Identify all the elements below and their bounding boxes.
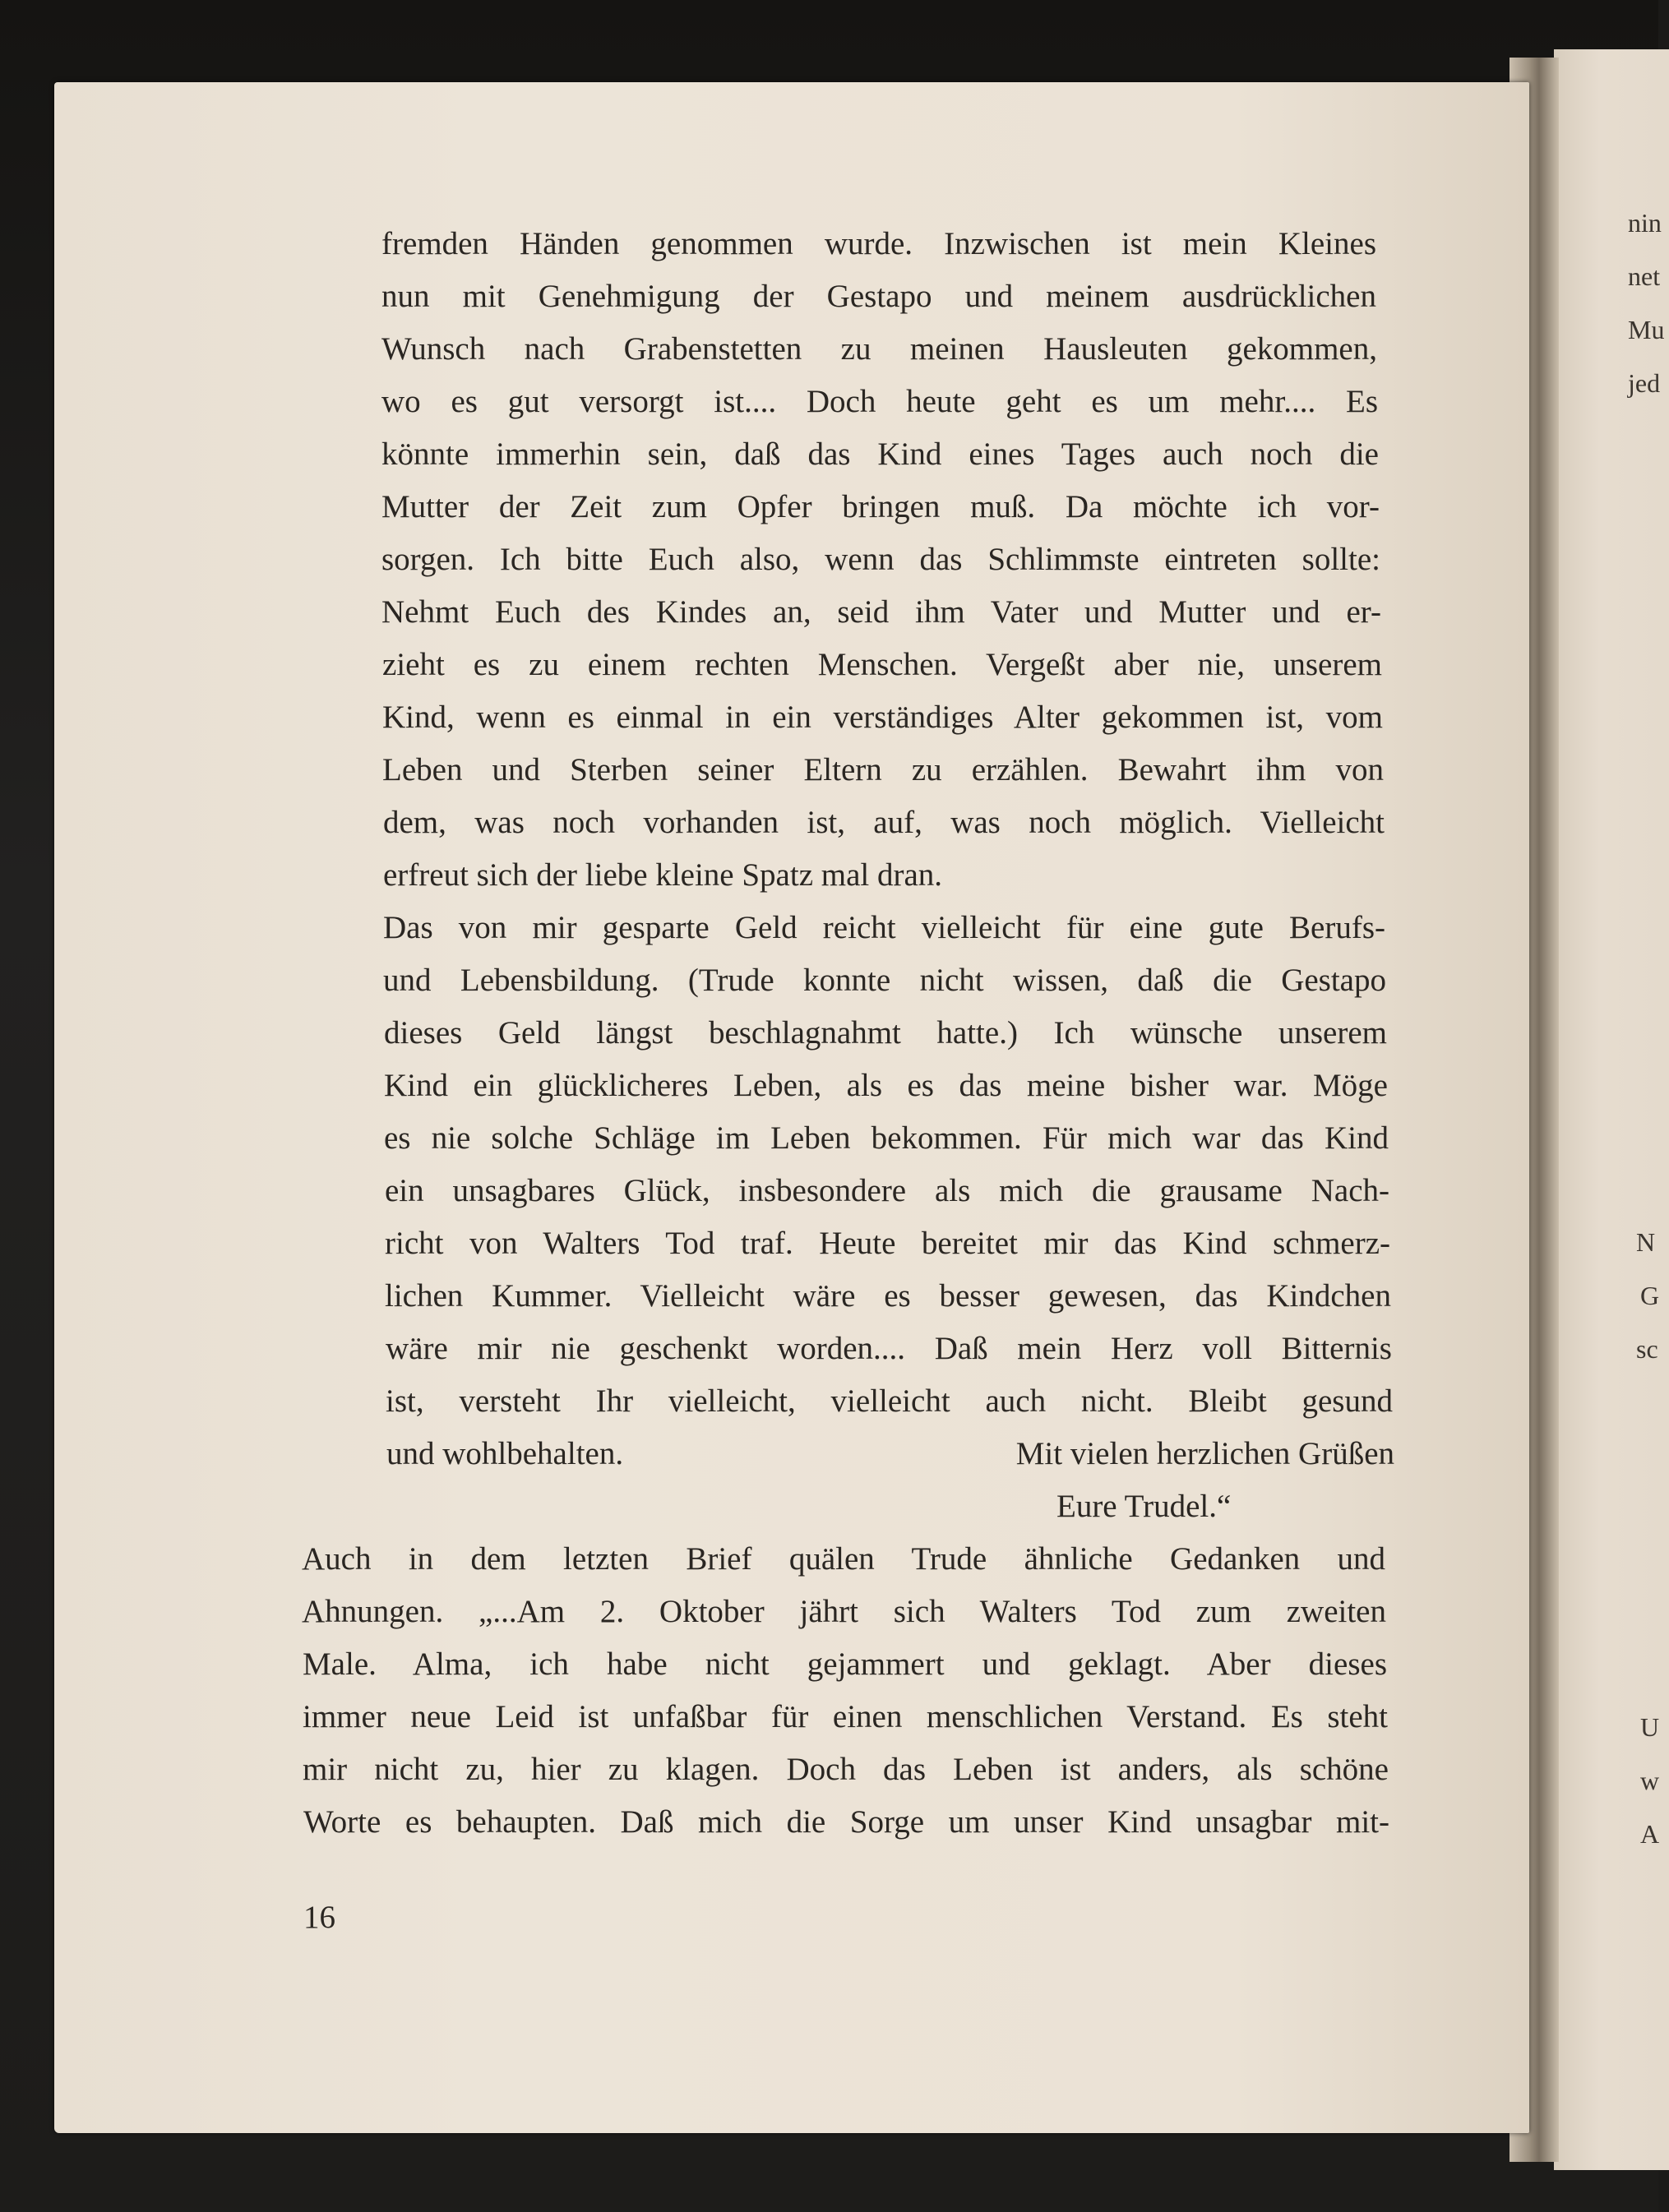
- facing-page-fragment: net: [1628, 261, 1661, 291]
- closing-left: und wohlbehalten.: [386, 1436, 624, 1471]
- letter-line: lichen Kummer. Vielleicht wäre es besser gewesen, das Kindchen: [385, 1278, 1391, 1314]
- facing-page-fragment: N: [1636, 1227, 1656, 1257]
- letter-line: ein unsagbares Glück, insbesondere als mich die grausame Nach-: [385, 1173, 1389, 1208]
- letter-line: ist, versteht Ihr vielleicht, vielleicht auch nicht. Bleibt gesund: [386, 1383, 1393, 1419]
- letter-line: fremden Händen genommen wurde. Inzwischen ist mein Kleines: [381, 226, 1376, 261]
- facing-page-fragment: jed: [1628, 368, 1661, 398]
- letter-line: Kind ein glücklicheres Leben, als es das meine bisher war. Möge: [384, 1068, 1388, 1103]
- letter-line: nun mit Genehmigung der Gestapo und meinem ausdrücklichen: [381, 279, 1376, 314]
- closing-right: Mit vielen herzlichen Grüßen: [1015, 1436, 1394, 1471]
- facing-page-fragment: G: [1640, 1281, 1660, 1310]
- body-line: mir nicht zu, hier zu klagen. Doch das Leben ist anders, als schöne: [303, 1752, 1389, 1787]
- facing-page-fragment: A: [1640, 1819, 1660, 1849]
- body-line: Worte es behaupten. Daß mich die Sorge um unser Kind unsagbar mit-: [303, 1804, 1389, 1840]
- letter-line: Kind, wenn es einmal in ein verständiges Alter gekommen ist, vom: [382, 700, 1383, 735]
- letter-line: Mutter der Zeit zum Opfer bringen muß. Da möchte ich vor-: [381, 489, 1380, 524]
- facing-page-fragment: U: [1640, 1712, 1660, 1742]
- letter-signature: Eure Trudel.“: [1056, 1489, 1232, 1524]
- letter-line: wäre mir nie geschenkt worden.... Daß mein Herz voll Bitternis: [386, 1331, 1392, 1366]
- letter-line: sorgen. Ich bitte Euch also, wenn das Schlimmste eintreten sollte:: [381, 542, 1380, 577]
- body-line: Auch in dem letzten Brief quälen Trude ähnliche Gedanken und: [302, 1541, 1385, 1577]
- letter-line: Nehmt Euch des Kindes an, seid ihm Vater und Mutter und er-: [381, 594, 1381, 630]
- page-number: 16: [303, 1900, 335, 1935]
- letter-line: Leben und Sterben seiner Eltern zu erzählen. Bewahrt ihm von: [382, 752, 1384, 787]
- body-line: immer neue Leid ist unfaßbar für einen menschlichen Verstand. Es steht: [303, 1699, 1388, 1734]
- letter-closing-line: [386, 1438, 1394, 1470]
- letter-line: könnte immerhin sein, daß das Kind eines Tages auch noch die: [381, 436, 1379, 472]
- letter-line: dem, was noch vorhanden ist, auf, was noch möglich. Vielleicht: [383, 805, 1385, 840]
- body-line: Male. Alma, ich habe nicht gejammert und geklagt. Aber dieses: [303, 1646, 1387, 1682]
- facing-page-fragment: w: [1640, 1766, 1660, 1795]
- letter-line: es nie solche Schläge im Leben bekommen. Für mich war das Kind: [384, 1120, 1389, 1156]
- letter-line: richt von Walters Tod traf. Heute bereitet mir das Kind schmerz-: [385, 1226, 1390, 1261]
- body-line: Ahnungen. „...Am 2. Oktober jährt sich Walters Tod zum zweiten: [302, 1594, 1386, 1629]
- facing-page: [1554, 49, 1669, 2170]
- facing-page-fragment: sc: [1636, 1334, 1658, 1364]
- letter-line: und Lebensbildung. (Trude konnte nicht wissen, daß die Gestapo: [383, 963, 1386, 998]
- letter-line: zieht es zu einem rechten Menschen. Vergeßt aber nie, unserem: [382, 647, 1382, 682]
- letter-line: wo es gut versorgt ist.... Doch heute geht es um mehr.... Es: [381, 384, 1378, 419]
- facing-page-fragment: nin: [1628, 208, 1662, 238]
- letter-line: Wunsch nach Grabenstetten zu meinen Hausleuten gekommen,: [381, 331, 1377, 367]
- facing-page-fragment: Mu: [1628, 315, 1665, 344]
- letter-line: dieses Geld längst beschlagnahmt hatte.) Ich wünsche unserem: [384, 1015, 1387, 1051]
- letter-line: erfreut sich der liebe kleine Spatz mal dran.: [383, 857, 943, 893]
- letter-line: Das von mir gesparte Geld reicht vielleicht für eine gute Berufs-: [383, 910, 1385, 945]
